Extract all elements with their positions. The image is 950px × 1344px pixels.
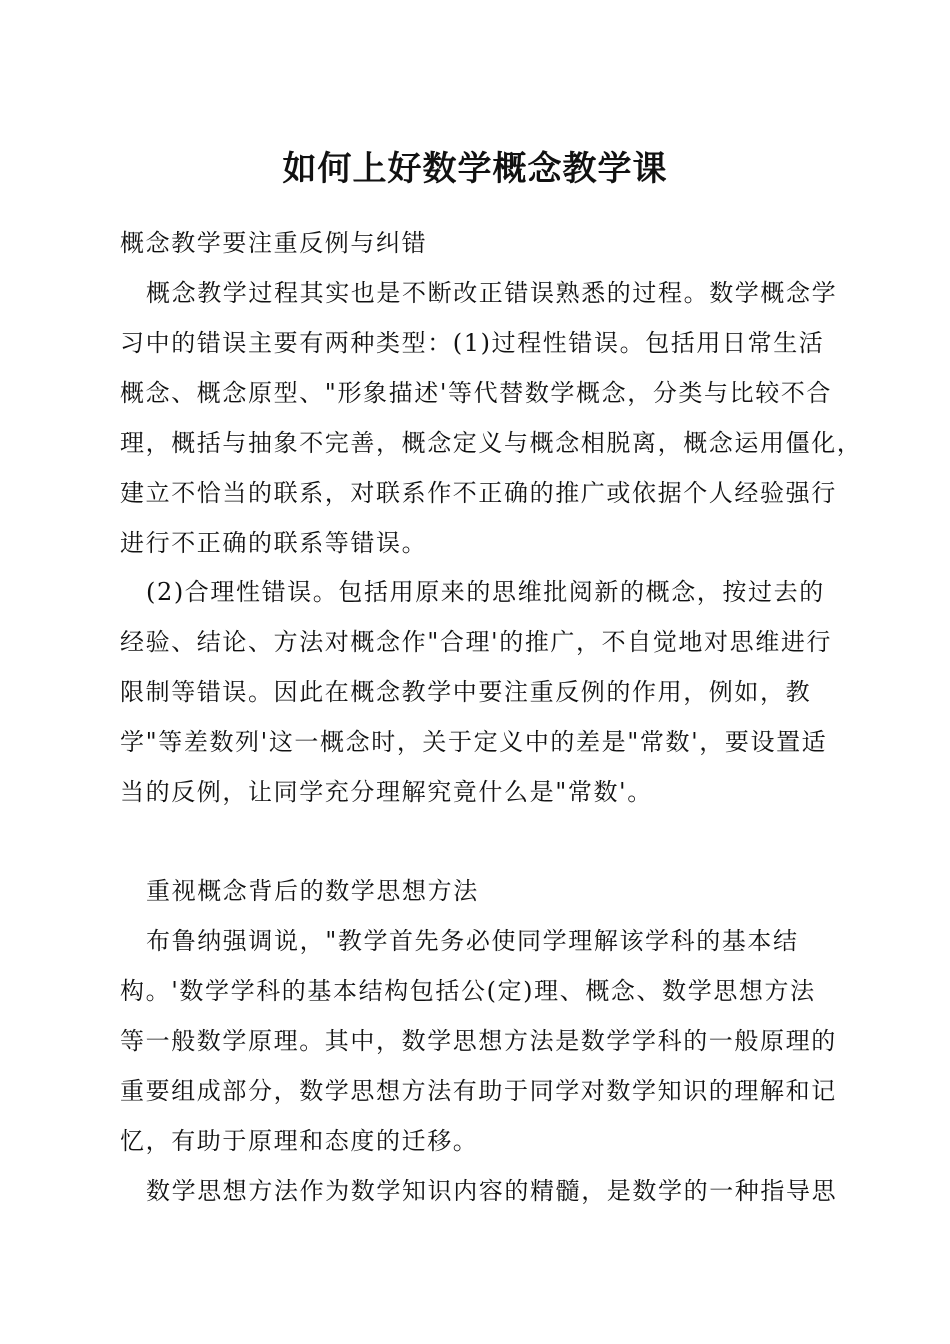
section-heading: 重视概念背后的数学思想方法 [146, 877, 479, 905]
paragraph-line: 当的反例，让同学充分理解究竟什么是"常数'。 [120, 778, 653, 806]
paragraph-line: 忆，有助于原理和态度的迁移。 [120, 1127, 479, 1155]
paragraph-line: 进行不正确的联系等错误。 [120, 529, 428, 557]
document-title: 如何上好数学概念教学课 [282, 149, 668, 189]
section-heading: 概念教学要注重反例与纠错 [120, 229, 428, 257]
paragraph-line: 经验、结论、方法对概念作"合理'的推广，不自觉地对思维进行 [120, 628, 833, 656]
paragraph-line: 构。'数学学科的基本结构包括公(定)理、概念、数学思想方法 [120, 977, 816, 1005]
paragraph-line: 数学思想方法作为数学知识内容的精髓，是数学的一种指导思 [146, 1177, 838, 1205]
paragraph-line: 理，概括与抽象不完善，概念定义与概念相脱离，概念运用僵化， [120, 429, 863, 457]
paragraph-line: 重要组成部分，数学思想方法有助于同学对数学知识的理解和记 [120, 1077, 837, 1105]
paragraph-line: 概念教学过程其实也是不断改正错误熟悉的过程。数学概念学 [146, 279, 838, 307]
paragraph-line: 布鲁纳强调说，"教学首先务必使同学理解该学科的基本结 [146, 927, 799, 955]
paragraph-line: 限制等错误。因此在概念教学中要注重反例的作用，例如，教 [120, 678, 812, 706]
paragraph-line: (2)合理性错误。包括用原来的思维批阅新的概念，按过去的 [146, 578, 825, 606]
paragraph-line: 概念、概念原型、"形象描述'等代替数学概念，分类与比较不合 [120, 379, 833, 407]
paragraph-line: 建立不恰当的联系，对联系作不正确的推广或依据个人经验强行 [120, 479, 837, 507]
paragraph-line: 习中的错误主要有两种类型：(1)过程性错误。包括用日常生活 [120, 329, 825, 357]
paragraph-line: 学"等差数列'这一概念时，关于定义中的差是"常数'，要设置适 [120, 728, 828, 756]
paragraph-line: 等一般数学原理。其中，数学思想方法是数学学科的一般原理的 [120, 1027, 837, 1055]
